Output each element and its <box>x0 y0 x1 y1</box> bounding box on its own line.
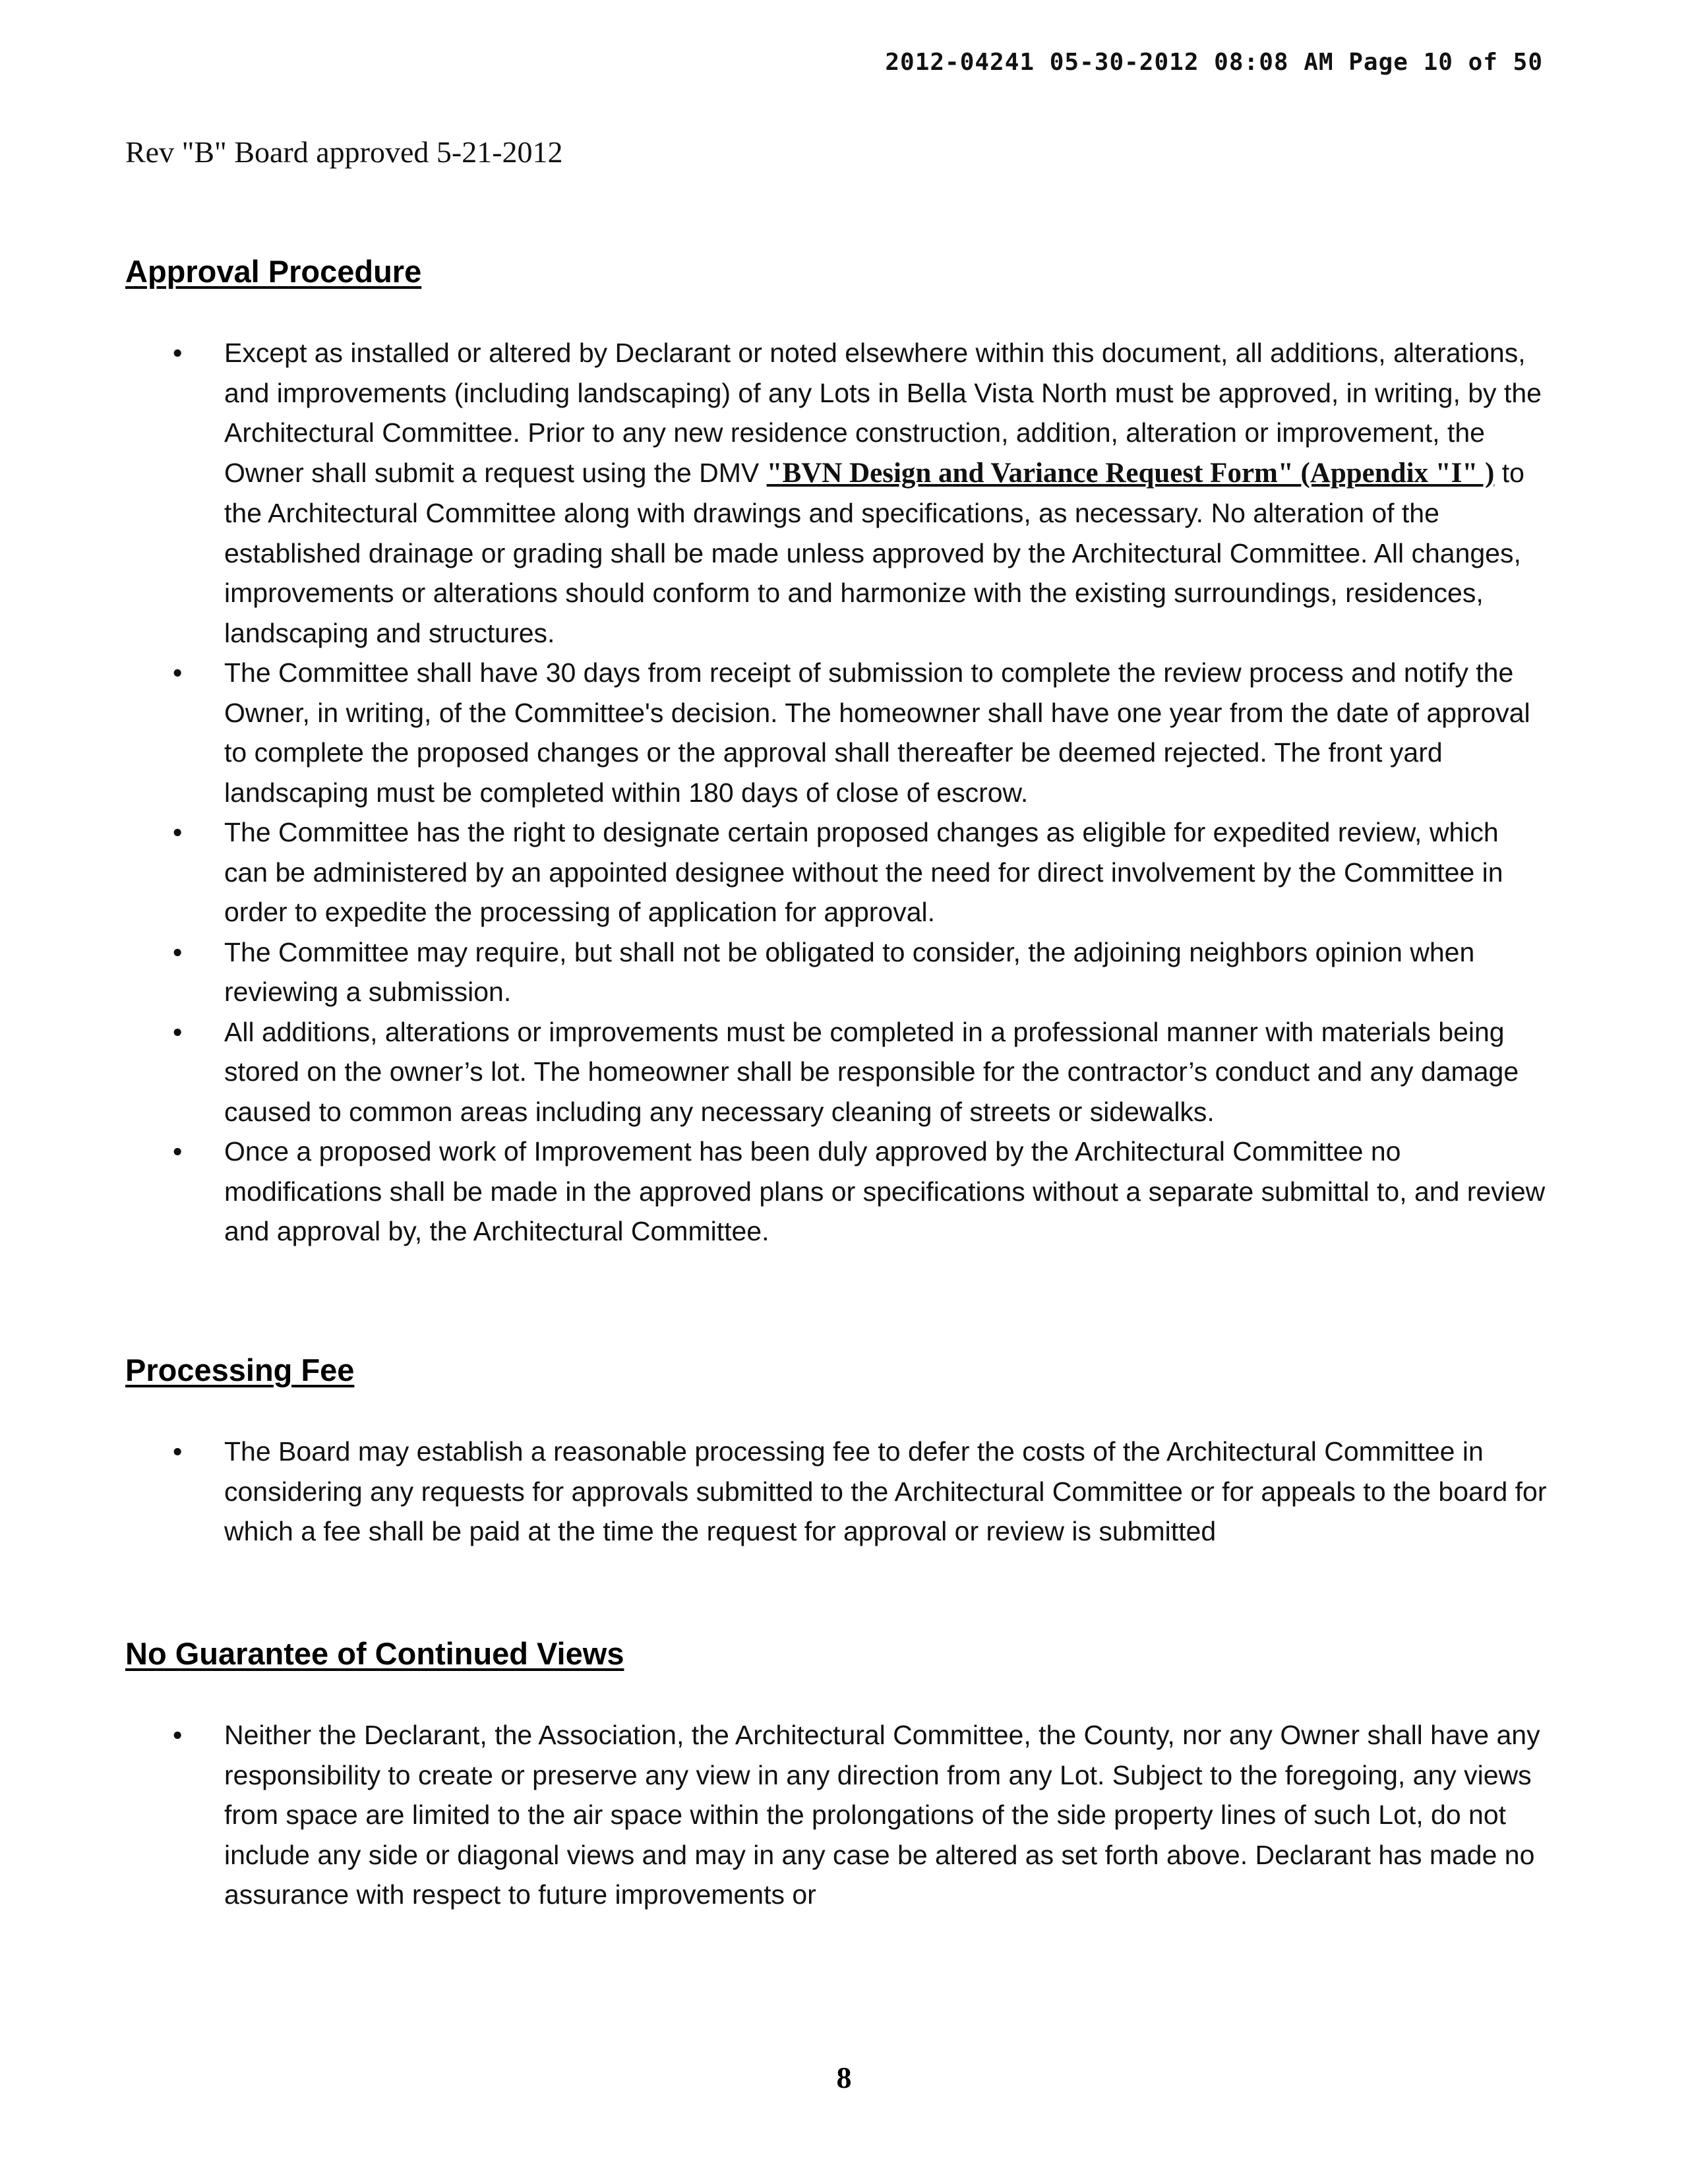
list-item <box>125 1432 1550 1552</box>
list-item <box>125 812 1550 932</box>
revision-note: Rev "B" Board approved 5-21-2012 <box>125 135 563 169</box>
bullet-icon: • <box>173 1720 183 1750</box>
appendix-reference: "BVN Design and Variance Request Form" (Appendix "I" ) <box>766 457 1495 489</box>
bullet-list <box>125 333 1550 1252</box>
recording-stamp: 2012-04241 05-30-2012 08:08 AM Page 10 of 50 <box>885 49 1543 76</box>
bullet-icon: • <box>173 936 183 967</box>
bullet-icon: • <box>173 1436 183 1467</box>
bullet-list <box>125 1432 1550 1552</box>
section-heading: No Guarantee of Continued Views <box>125 1636 624 1671</box>
bullet-icon: • <box>173 817 183 847</box>
bullet-icon: • <box>173 338 183 368</box>
item-text-pre: Except as installed or altered by Declarant or noted elsewhere within this document, all additions, alterations, and improvements (including landscaping) of any Lots in Bella Vista North must be approved, in writing, by the Architectural Committee. Prior to any new residence construction, addition, alteration or improvement, the Owner shall submit a request using the DMV <box>224 338 1542 488</box>
section-no-guarantee-views <box>125 1635 1550 1915</box>
bullet-list <box>125 1715 1550 1915</box>
bullet-icon: • <box>173 1016 183 1047</box>
bullet-icon: • <box>173 657 183 688</box>
bullet-icon: • <box>173 1136 183 1167</box>
item-text: The Committee may require, but shall not be obligated to consider, the adjoining neighbors opinion when reviewing a submission. <box>224 936 1475 1007</box>
section-heading: Approval Procedure <box>125 254 422 289</box>
item-text: The Committee has the right to designate certain proposed changes as eligible for expedited review, which can be administered by an appointed designee without the need for direct involvement by the Committee in order to expedite the processing of application for approval. <box>224 817 1503 927</box>
section-approval-procedure <box>125 253 1550 1252</box>
list-item <box>125 333 1550 653</box>
list-item <box>125 653 1550 812</box>
item-text: Once a proposed work of Improvement has been duly approved by the Architectural Committee no modifications shall be made in the approved plans or specifications without a separate submittal to, and review and approval by, the Architectural Committee. <box>224 1136 1546 1246</box>
section-heading: Processing Fee <box>125 1352 355 1387</box>
list-item <box>125 1715 1550 1915</box>
list-item <box>125 932 1550 1012</box>
list-item <box>125 1132 1550 1252</box>
page-number: 8 <box>836 2061 852 2094</box>
list-item <box>125 1012 1550 1132</box>
item-text: The Board may establish a reasonable processing fee to defer the costs of the Architectural Committee in considering any requests for approvals submitted to the Architectural Committee or for appeals to the board for which a fee shall be paid at the time the request for approval or review is submitted <box>224 1436 1547 1546</box>
item-text: The Committee shall have 30 days from receipt of submission to complete the review process and notify the Owner, in writing, of the Committee's decision. The homeowner shall have one year from the date of approval to complete the proposed changes or the approval shall thereafter be deemed rejected. The front yard landscaping must be completed within 180 days of close of escrow. <box>224 657 1530 808</box>
section-processing-fee <box>125 1352 1550 1552</box>
item-text: All additions, alterations or improvements must be completed in a professional manner with materials being stored on the owner’s lot. The homeowner shall be responsible for the contractor’s conduct and any damage caused to common areas including any necessary cleaning of streets or sidewalks. <box>224 1016 1519 1127</box>
item-text-post: to the Architectural Committee along with drawings and specifications, as necessary. No alteration of the established drainage or grading shall be made unless approved by the Architectural Committee. All changes, improvements or alterations should conform to and harmonize with the existing surroundings, residences, landscaping and structures. <box>224 457 1524 648</box>
item-text: Neither the Declarant, the Association, the Architectural Committee, the County, nor any Owner shall have any responsibility to create or preserve any view in any direction from any Lot. Subject to the foregoing, any views from space are limited to the air space within the prolongations of the side property lines of such Lot, do not include any side or diagonal views and may in any case be altered as set forth above. Declarant has made no assurance with respect to future improvements or <box>224 1720 1540 1910</box>
